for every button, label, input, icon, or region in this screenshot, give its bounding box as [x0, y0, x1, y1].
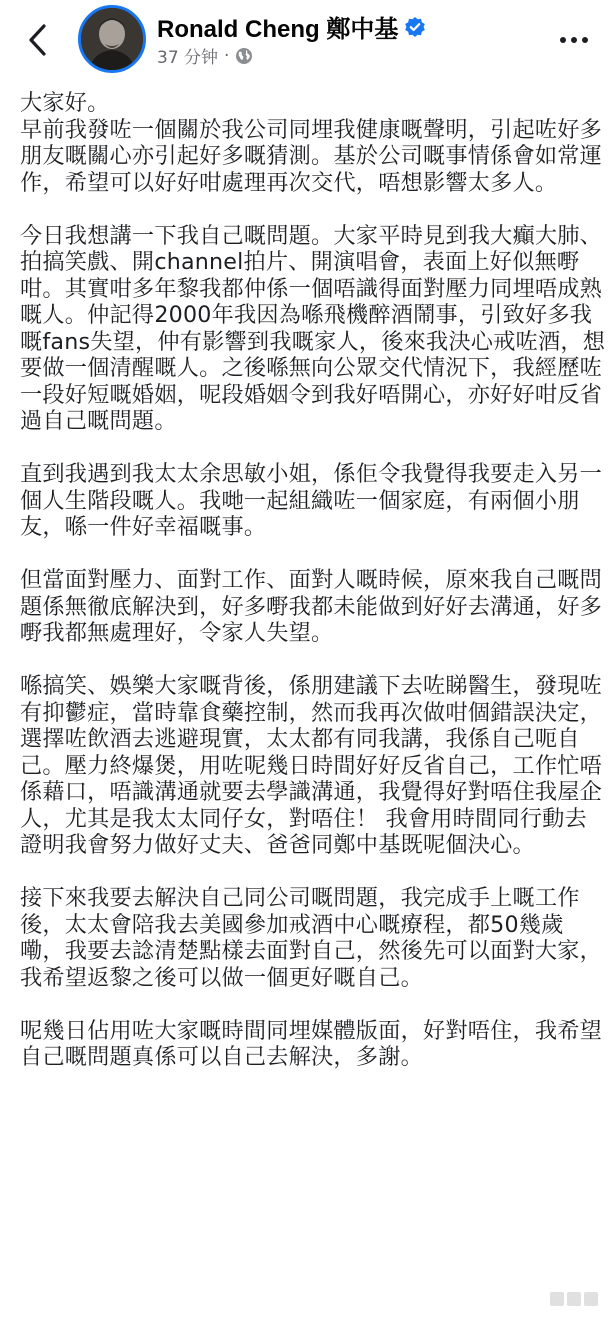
chevron-left-icon	[27, 23, 49, 57]
post-paragraph: 喺搞笑、娛樂大家嘅背後，係朋建議下去咗睇醫生，發現咗有抑鬱症，當時靠食藥控制，然而我再次做咁個錯誤決定，選擇咗飲酒去逃避現實，太太都有同我講，我係自己呃自己。壓力終爆煲，用咗呢幾日時間好好反省自己，工作忙唔係藉口，唔識溝通就要去學識溝通，我覺得好對唔住我屋企人，尤其是我太太同仔女，對唔住！ 我會用時間同行動去證明我會努力做好丈夫、爸爸同鄭中基既呢個決心。	[20, 673, 603, 858]
post-body	[20, 90, 606, 1071]
author-row	[157, 9, 426, 44]
avatar[interactable]	[78, 5, 146, 73]
more-dot	[571, 37, 577, 43]
avatar-image	[81, 8, 143, 70]
post-paragraph: 大家好。 早前我發咗一個關於我公司同埋我健康嘅聲明，引起咗好多朋友嘅關心亦引起好多嘅猜測。基於公司嘅事情係會如常運作，希望可以好好咁處理再次交代，唔想影響太多人。	[20, 90, 603, 196]
more-dot	[582, 37, 588, 43]
verified-badge-icon	[404, 16, 426, 38]
author-name[interactable]: Ronald Cheng 鄭中基	[157, 16, 399, 43]
more-options-button[interactable]	[554, 28, 594, 52]
post-paragraph: 直到我遇到我太太余思敏小姐，係佢令我覺得我要走入另一個人生階段嘅人。我哋一起組織咗一個家庭，有兩個小朋友，喺一件好幸福嘅事。	[20, 461, 603, 540]
watermark	[550, 1292, 598, 1306]
post-header	[0, 0, 612, 82]
post-paragraph: 接下來我要去解決自己同公司嘅問題，我完成手上嘅工作後，太太會陪我去美國參加戒酒中心嘅療程，都50幾歲嘞，我要去諗清楚點樣去面對自己，然後先可以面對大家，我希望返黎之後可以做一個更好嘅自己。	[20, 885, 603, 991]
post-meta	[157, 43, 253, 68]
timestamp[interactable]: 37 分钟	[157, 48, 219, 68]
more-dot	[560, 37, 566, 43]
post-paragraph: 今日我想講一下我自己嘅問題。大家平時見到我大癲大肺、拍搞笑戲、開channel拍片、開演唱會，表面上好似無嘢咁。其實咁多年黎我都仲係一個唔識得面對壓力同埋唔成熟嘅人。仲記得2000年我因為喺飛機醉酒鬧事，引致好多我嘅fans失望，仲有影響到我嘅家人，後來我決心戒咗酒，想要做一個清醒嘅人。之後喺無向公眾交代情況下，我經歷咗一段好短嘅婚姻，呢段婚姻令到我好唔開心，亦好好咁反省過自己嘅問題。	[20, 222, 606, 434]
meta-separator: ·	[224, 45, 230, 66]
globe-icon	[235, 47, 253, 65]
back-button[interactable]	[20, 22, 56, 58]
post-paragraph: 但當面對壓力、面對工作、面對人嘅時候，原來我自己嘅問題係無徹底解決到，好多嘢我都未能做到好好去溝通，好多嘢我都無處理好，令家人失望。	[20, 567, 603, 646]
post-paragraph: 呢幾日佔用咗大家嘅時間同埋媒體版面，好對唔住，我希望自己嘅問題真係可以自己去解決，多謝。	[20, 1017, 603, 1070]
